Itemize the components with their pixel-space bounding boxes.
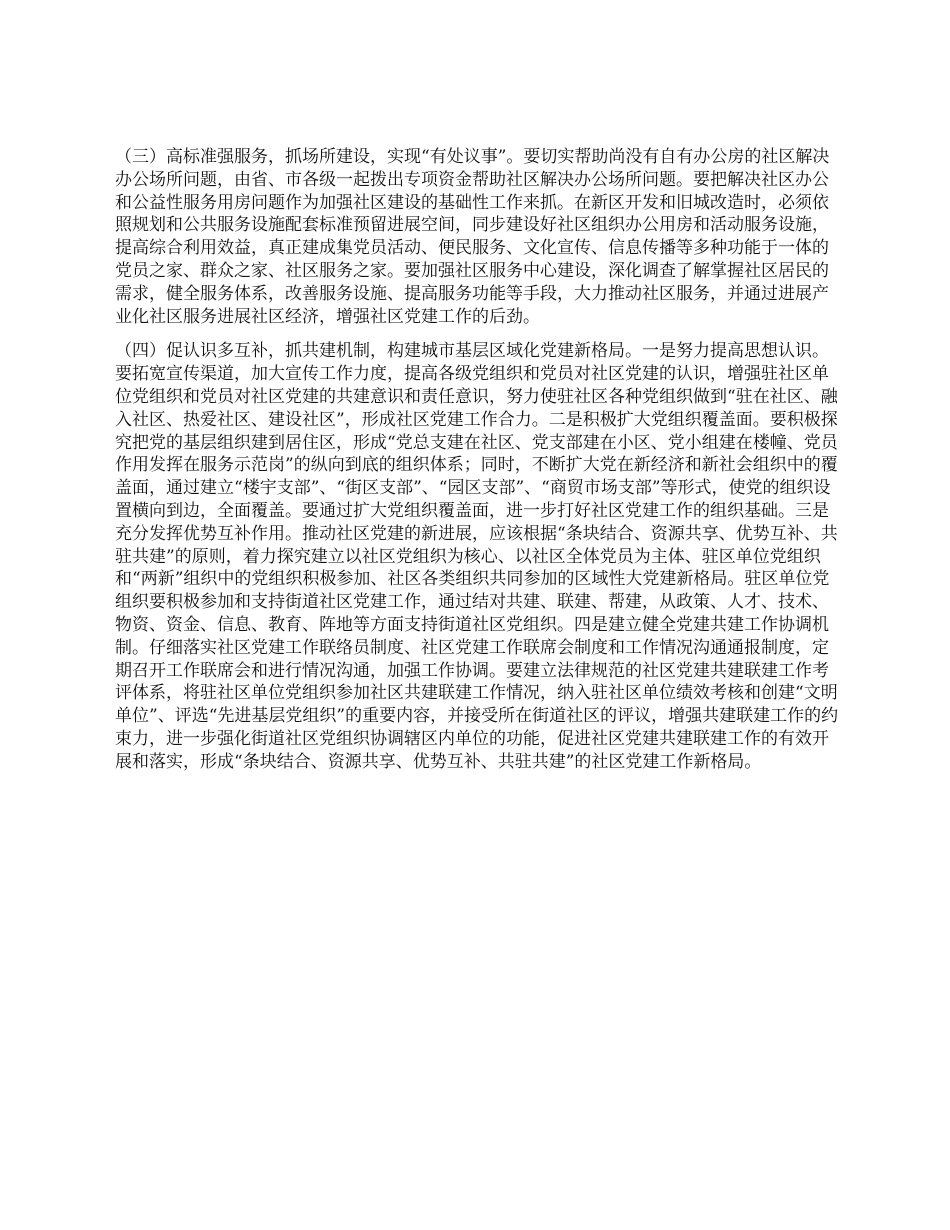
paragraph-service-facilities: （三）高标准强服务，抓场所建设，实现“有处议事”。要切实帮助尚没有自有办公房的社区解决办公场所问题，由省、市各级一起拨出专项资金帮助社区解决办公场所问题。要把解决社区办公和公益性服务用房问题作为加强社区建设的基础性工作来抓。在新区开发和旧城改造时，必须依照规划和公共服务设施配套标准预留进展空间，同步建设好社区组织办公用房和活动服务设施，提高综合利用效益，真正建成集党员活动、便民服务、文化宣传、信息传播等多种功能于一体的党员之家、群众之家、社区服务之家。要加强社区服务中心建设，深化调查了解掌握社区居民的需求，健全服务体系，改善服务设施、提高服务功能等手段，大力推动社区服务，并通过进展产业化社区服务进展社区经济，增强社区党建工作的后劲。 <box>115 147 830 327</box>
paragraph-co-construction-mechanism: （四）促认识多互补，抓共建机制，构建城市基层区域化党建新格局。一是努力提高思想认识。要拓宽宣传渠道，加大宣传工作力度，提高各级党组织和党员对社区党建的认识，增强驻社区单位党组织和党员对社区党建的共建意识和责任意识，努力使驻社区各种党组织做到“驻在社区、融入社区、热爱社区、建设社区”，形成社区党建工作合力。二是积极扩大党组织覆盖面。要积极探究把党的基层组织建到居住区，形成“党总支建在社区、党支部建在小区、党小组建在楼幢、党员作用发挥在服务示范岗”的纵向到底的组织体系；同时，不断扩大党在新经济和新社会组织中的覆盖面，通过建立“楼宇支部”、“街区支部”、“园区支部”、“商贸市场支部”等形式，使党的组织设置横向到边，全面覆盖。要通过扩大党组织覆盖面，进一步打好社区党建工作的组织基础。三是充分发挥优势互补作用。推动社区党建的新进展，应该根据“条块结合、资源共享、优势互补、共驻共建”的原则，着力探究建立以社区党组织为核心、以社区全体党员为主体、驻区单位党组织和“两新”组织中的党组织积极参加、社区各类组织共同参加的区域性大党建新格局。驻区单位党组织要积极参加和支持街道社区党建工作，通过结对共建、联建、帮建，从政策、人才、技术、物资、资金、信息、教育、阵地等方面支持街道社区党组织。四是建立健全党建共建工作协调机制。仔细落实社区党建工作联络员制度、社区党建工作联席会制度和工作情况沟通通报制度，定期召开工作联席会和进行情况沟通，加强工作协调。要建立法律规范的社区党建共建联建工作考评体系，将驻社区单位党组织参加社区共建联建工作情况，纳入驻社区单位绩效考核和创建“文明单位”、评选“先进基层党组织”的重要内容，并接受所在街道社区的评议，增强共建联建工作的约束力，进一步强化街道社区党组织协调辖区内单位的功能，促进社区党建共建联建工作的有效开展和落实，形成“条块结合、资源共享、优势互补、共驻共建”的社区党建工作新格局。 <box>115 341 839 772</box>
document-body <box>115 146 843 774</box>
